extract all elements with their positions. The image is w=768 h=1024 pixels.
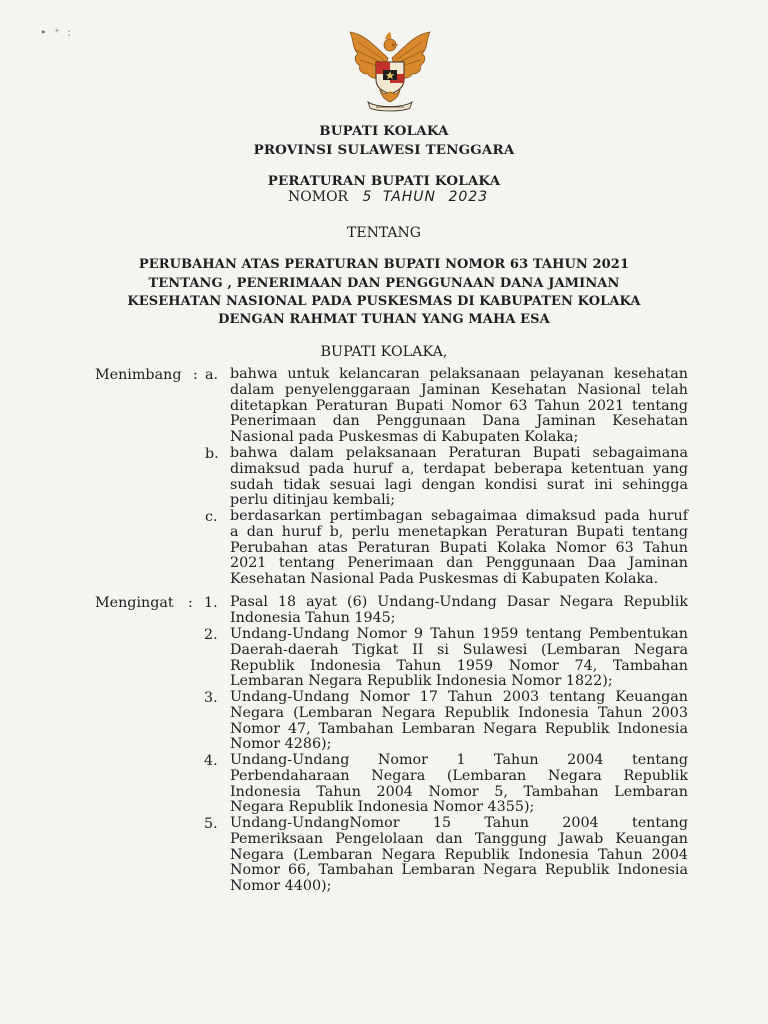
menimbang-marker: b. xyxy=(205,446,219,462)
mengingat-item-line: Nomor 4286); xyxy=(230,736,332,753)
mengingat-item-line: Negara (Lembaran Negara Republik Indonesia Tahun 2004 xyxy=(230,846,688,863)
mengingat-colon: : xyxy=(188,595,193,611)
mengingat-marker: 5. xyxy=(204,816,218,832)
menimbang-marker: c. xyxy=(205,509,218,525)
mengingat-item-line: Undang-Undang Nomor 17 Tahun 2003 tentang Keuangan xyxy=(230,689,688,705)
scan-mark: • ⁺ : xyxy=(40,26,73,39)
mengingat-item-line: Nomor 47, Tambahan Lembaran Negara Republik Indonesia xyxy=(230,720,688,737)
menimbang-item-line: Nasional pada Puskesmas di Kabupaten Kolaka; xyxy=(230,429,579,446)
mengingat-item-line: Perbendaharaan Negara (Lembaran Negara Republik xyxy=(230,767,688,784)
menimbang-item-line: sudah tidak sesuai lagi dengan kondisi surat ini sehingga xyxy=(230,476,688,493)
menimbang-item xyxy=(230,367,688,446)
header-province: PROVINSI SULAWESI TENGGARA xyxy=(253,142,515,158)
mengingat-item xyxy=(230,627,688,690)
menimbang-item-line: Kesehatan Nasional Pada Puskesmas di Kabupaten Kolaka. xyxy=(230,571,659,588)
menimbang-marker: a. xyxy=(205,367,219,383)
menimbang-item-line: 2021 tentang Penerimaan dan Penggunaan Daa Jaminan xyxy=(230,555,688,572)
menimbang-item-line: berdasarkan pertimbagan sebagaimaa dimaksud pada huruf xyxy=(230,508,688,524)
tahun-label: TAHUN xyxy=(382,189,437,205)
garuda-emblem-icon xyxy=(344,28,436,112)
menimbang-item-line: bahwa untuk kelancaran pelaksanaan pelayanan kesehatan xyxy=(230,366,688,382)
tentang-label: TENTANG xyxy=(347,225,421,241)
mengingat-item-line: Republik Indonesia Tahun 1959 Nomor 74, Tambahan xyxy=(230,657,688,674)
mengingat-marker: 2. xyxy=(204,627,218,643)
addressee: BUPATI KOLAKA, xyxy=(320,344,448,360)
mengingat-item-line: Indonesia Tahun 2004 Nomor 5, Tambahan Lembaran xyxy=(230,783,688,800)
menimbang-item-line: dalam penyelenggaraan Jaminan Kesehatan Nasional telah xyxy=(230,381,688,398)
menimbang-item-line: ditetapkan Peraturan Bupati Nomor 63 Tahun 2021 tentang xyxy=(230,397,688,414)
mengingat-item xyxy=(230,690,688,753)
title-line: DENGAN RAHMAT TUHAN YANG MAHA ESA xyxy=(218,312,550,327)
mengingat-label: Mengingat xyxy=(95,595,174,611)
title-line: TENTANG , PENERIMAAN DAN PENGGUNAAN DANA JAMINAN xyxy=(148,276,620,291)
mengingat-item-line: Undang-UndangNomor 15 Tahun 2004 tentang xyxy=(230,815,688,831)
mengingat-item-line: Nomor 4400); xyxy=(230,878,332,895)
nomor-value: 5 xyxy=(362,189,373,205)
mengingat-item-line: Indonesia Tahun 1945; xyxy=(230,609,396,626)
menimbang-item-line: Perubahan atas Peraturan Bupati Kolaka Nomor 63 Tahun xyxy=(230,539,688,556)
mengingat-item-line: Pemeriksaan Pengelolaan dan Tanggung Jawab Keuangan xyxy=(230,830,688,847)
title-line: KESEHATAN NASIONAL PADA PUSKESMAS DI KABUPATEN KOLAKA xyxy=(127,294,641,309)
title-line: PERUBAHAN ATAS PERATURAN BUPATI NOMOR 63 TAHUN 2021 xyxy=(138,257,630,272)
mengingat-item xyxy=(230,753,688,816)
mengingat-item-line: Lembaran Negara Republik Indonesia Nomor 1822); xyxy=(230,673,613,690)
menimbang-item-line: a dan huruf b, perlu menetapkan Peraturan Bupati tentang xyxy=(230,523,688,540)
mengingat-item-line: Negara Republik Indonesia Nomor 4355); xyxy=(230,799,535,816)
menimbang-item xyxy=(230,509,688,588)
mengingat-marker: 1. xyxy=(204,595,218,611)
mengingat-item xyxy=(230,595,688,627)
menimbang-item xyxy=(230,446,688,509)
mengingat-item-line: Undang-Undang Nomor 9 Tahun 1959 tentang Pembentukan xyxy=(230,626,688,642)
mengingat-item-line: Nomor 66, Tambahan Lembaran Negara Republik Indonesia xyxy=(230,862,688,879)
mengingat-item xyxy=(230,816,688,895)
menimbang-item-line: dimaksud pada huruf a, terdapat beberapa ketentuan yang xyxy=(230,460,688,477)
menimbang-item-line: Penerimaan dan Penggunaan Dana Jaminan Kesehatan xyxy=(230,413,688,430)
mengingat-item-line: Negara (Lembaran Negara Republik Indonesia Tahun 2003 xyxy=(230,704,688,721)
mengingat-item-line: Pasal 18 ayat (6) Undang-Undang Dasar Negara Republik xyxy=(230,594,688,610)
regulation-title: PERATURAN BUPATI KOLAKA xyxy=(267,173,501,189)
mengingat-marker: 4. xyxy=(204,753,218,769)
menimbang-item-line: perlu ditinjau kembali; xyxy=(230,492,396,509)
nomor-label: NOMOR xyxy=(288,189,349,205)
mengingat-item-line: Undang-Undang Nomor 1 Tahun 2004 tentang xyxy=(230,752,688,768)
menimbang-colon: : xyxy=(193,367,198,383)
menimbang-item-line: bahwa dalam pelaksanaan Peraturan Bupati sebagaimana xyxy=(230,445,688,461)
tahun-value: 2023 xyxy=(448,189,489,205)
mengingat-item-line: Daerah-daerah Tigkat II si Sulawesi (Lembaran Negara xyxy=(230,641,688,658)
mengingat-marker: 3. xyxy=(204,690,218,706)
regulation-number xyxy=(288,189,488,205)
menimbang-label: Menimbang xyxy=(95,367,182,383)
header-regent: BUPATI KOLAKA xyxy=(319,123,449,139)
